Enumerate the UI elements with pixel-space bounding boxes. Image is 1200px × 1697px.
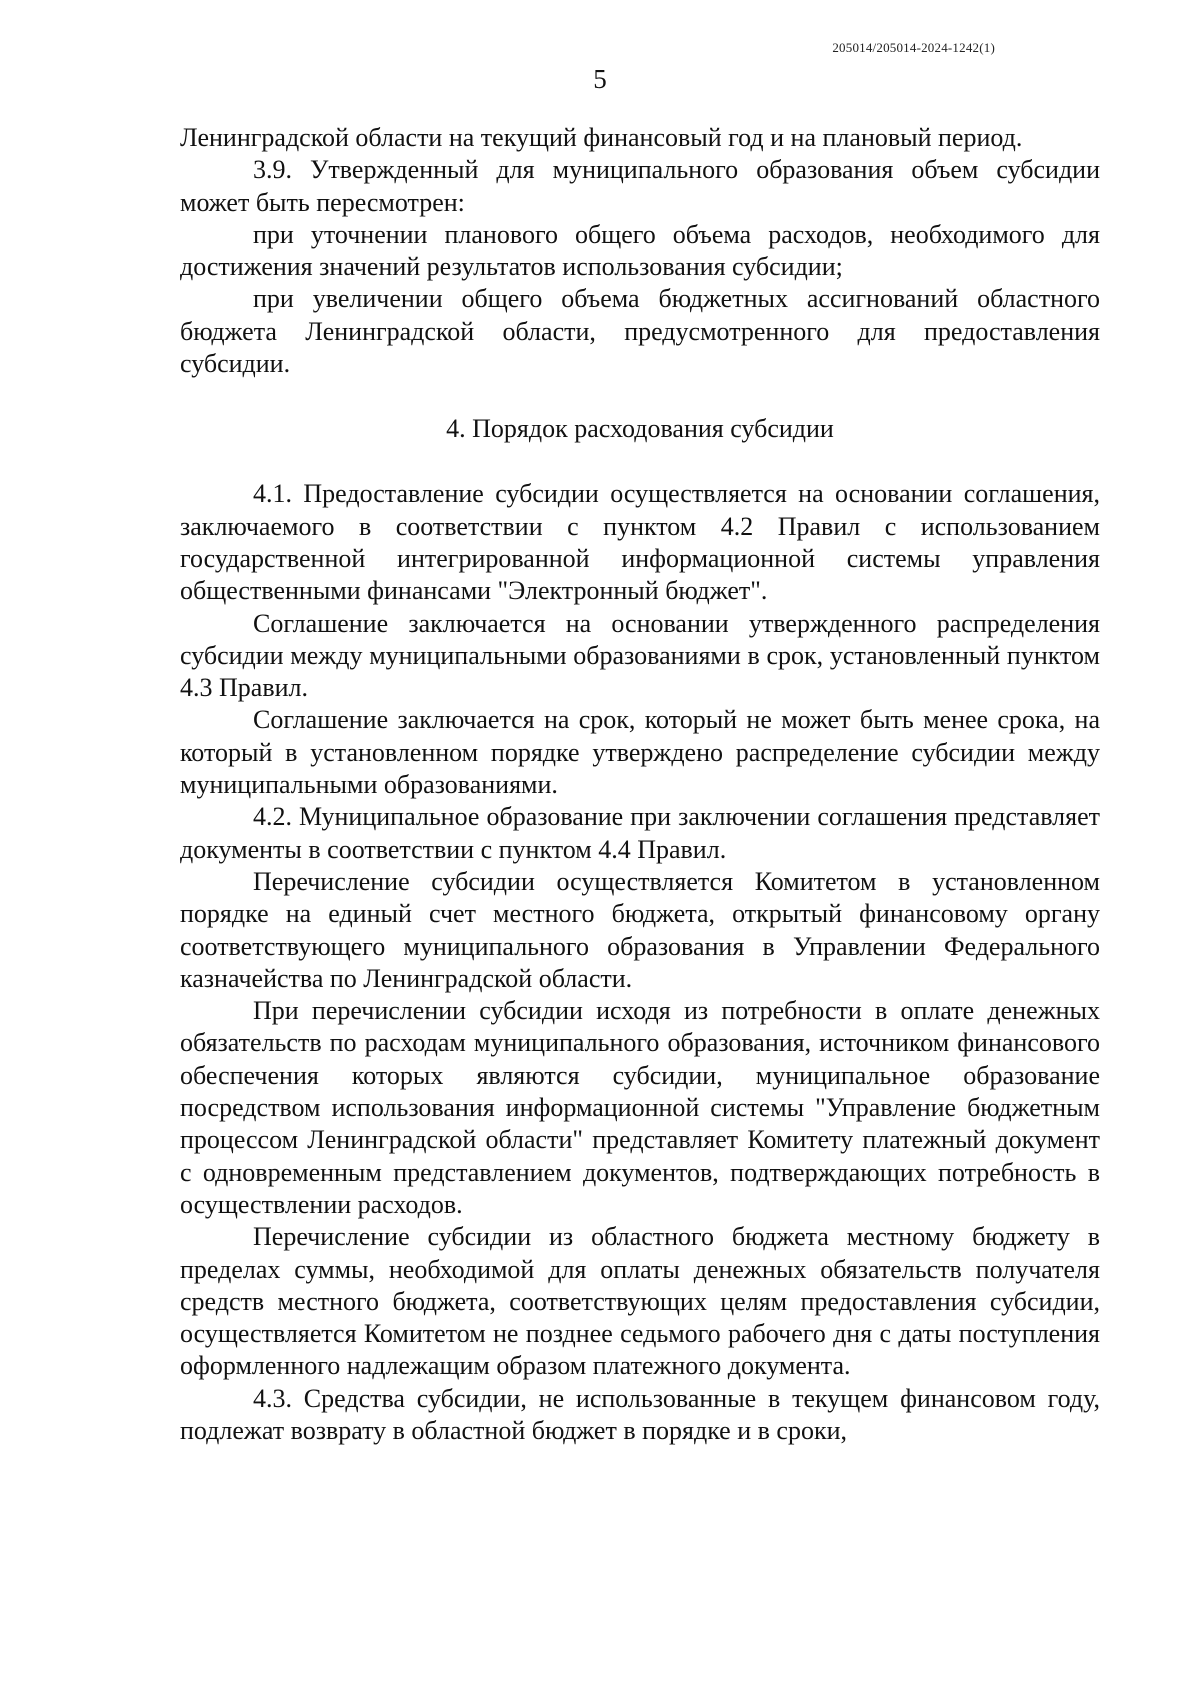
paragraph-4-1: 4.1. Предоставление субсидии осуществляется на основании соглашения, заключаемого в соответствии с пунктом 4.2 Правил с использованием государственной интегрированной информационной системы управления общественными финансами "Электронный бюджет". (180, 479, 1100, 606)
section-spacer-bottom (180, 445, 1100, 478)
paragraph-continuation: Ленинградской области на текущий финансовый год и на плановый период. (180, 123, 1023, 152)
paragraph-4-1-agreement-basis: Соглашение заключается на основании утвержденного распределения субсидии между муниципальными образованиями в срок, установленный пунктом 4.3 Правил. (180, 608, 1100, 703)
page-number: 5 (593, 64, 607, 94)
paragraph-4-2-transfer-deadline: Перечисление субсидии из областного бюджета местному бюджету в пределах суммы, необходимой для оплаты денежных обязательств получателя средств местного бюджета, соответствующих целям предоставления субсидии, осуществляется Комитетом не позднее седьмого рабочего дня с даты поступления оформленного надлежащим образом платежного документа. (180, 1222, 1100, 1381)
section-title: 4. Порядок расходования субсидии (446, 414, 834, 444)
paragraph-4-2-transfer: Перечисление субсидии осуществляется Комитетом в установленном порядке на единый счет местного бюджета, открытый финансовому органу соответствующего муниципального образования в Управлении Федерального казначейства по Ленинградской области. (180, 866, 1100, 993)
paragraph-4-1-agreement-term: Соглашение заключается на срок, который не может быть менее срока, на который в установленном порядке утверждено распределение субсидии между муниципальными образованиями. (180, 705, 1100, 800)
document-body (180, 122, 1100, 1447)
section-spacer-top (180, 380, 1100, 413)
paragraph-3-9-case-1: при уточнении планового общего объема расходов, необходимого для достижения значений результатов использования субсидии; (180, 219, 1100, 282)
paragraph-4-2: 4.2. Муниципальное образование при заключении соглашения представляет документы в соответствии с пунктом 4.4 Правил. (180, 802, 1100, 864)
paragraph-3-9-case-2: при увеличении общего объема бюджетных ассигнований областного бюджета Ленинградской области, предусмотренного для предоставления субсидии. (180, 284, 1100, 379)
paragraph-3-9: 3.9. Утвержденный для муниципального образования объем субсидии может быть пересмотрен: (180, 155, 1100, 217)
document-id: 205014/205014-2024-1242(1) (832, 40, 995, 55)
paragraph-4-2-payment-document: При перечислении субсидии исходя из потребности в оплате денежных обязательств по расходам муниципального образования, источником финансового обеспечения которых являются субсидии, муниципальное образование посредством использования информационной системы "Управление бюджетным процессом Ленинградской области" представляет Комитету платежный документ с одновременным представлением документов, подтверждающих потребность в осуществлении расходов. (180, 996, 1100, 1219)
paragraph-4-3: 4.3. Средства субсидии, не использованные в текущем финансовом году, подлежат возврату в областной бюджет в порядке и в сроки, (180, 1383, 1100, 1445)
